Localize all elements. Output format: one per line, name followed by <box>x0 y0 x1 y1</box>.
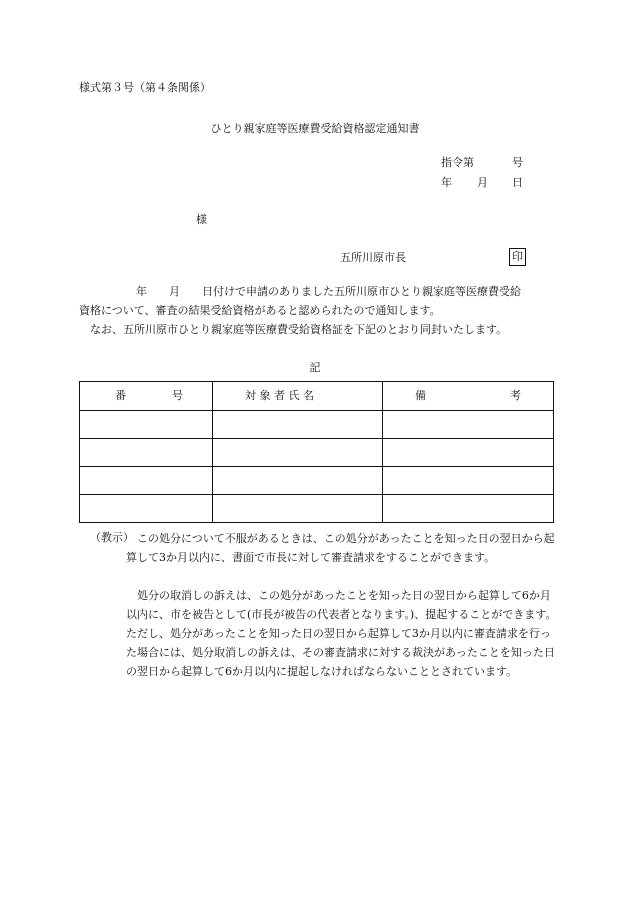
body-line-1: 年 月 日付けで申請のありました五所川原市ひとり親家庭等医療費受給 <box>136 285 521 298</box>
table-cell[interactable] <box>383 411 554 439</box>
table-row <box>80 495 554 523</box>
header-remarks-char-2: 考 <box>510 389 521 402</box>
header-number-char-1: 番 <box>115 389 126 402</box>
header-name <box>213 382 383 411</box>
enclosure-table <box>79 381 554 523</box>
date-year: 年 <box>441 176 452 189</box>
table-cell[interactable] <box>383 439 554 467</box>
header-number <box>80 382 213 411</box>
sender-name: 五所川原市長 <box>340 251 406 264</box>
table-cell[interactable] <box>383 495 554 523</box>
table-row <box>80 467 554 495</box>
table-cell[interactable] <box>80 411 213 439</box>
form-number: 様式第３号（第４条関係） <box>79 81 211 94</box>
document-title: ひとり親家庭等医療費受給資格認定通知書 <box>210 122 420 135</box>
header-name-label: 対 象 者 氏 名 <box>245 389 314 402</box>
body-paragraph-1 <box>79 282 559 320</box>
header-remarks <box>383 382 554 411</box>
reference-prefix: 指令第 <box>441 156 474 169</box>
table-cell[interactable] <box>213 411 383 439</box>
reference-suffix: 号 <box>512 156 523 169</box>
table-cell[interactable] <box>213 467 383 495</box>
recipient-suffix: 様 <box>196 213 207 226</box>
table-row <box>80 411 554 439</box>
notice-paragraph-2: 処分の取消しの訴えは、この処分があったことを知った日の翌日から起算して6か月以内に、市を被告として(市長が被告の代表者となります。)、提起することができます。ただし、処分があったことを知った日の翌日から起算して3か月以内に審査請求を行った場合には、処分取消しの訴えは、その審査請求に対する裁決があったことを知った日の翌日から起算して6か月以内に提起しなければならないこととされています。 <box>126 589 557 678</box>
date-month: 月 <box>477 176 488 189</box>
seal-mark: 印 <box>509 248 526 266</box>
table-header-row <box>80 382 554 411</box>
table-cell[interactable] <box>80 439 213 467</box>
table-cell[interactable] <box>383 467 554 495</box>
body-line-2: 資格について、審査の結果受給資格があると認められたので通知します。 <box>79 304 441 317</box>
table-cell[interactable] <box>213 495 383 523</box>
table-cell[interactable] <box>213 439 383 467</box>
table-cell[interactable] <box>80 495 213 523</box>
notice-paragraph-1: この処分について不服があるときは、この処分があったことを知った日の翌日から起算して3か月以内に、書面で市長に対して審査請求をすることができます。 <box>126 532 555 564</box>
date-day: 日 <box>512 176 523 189</box>
ki-heading: 記 <box>309 361 321 374</box>
table-row <box>80 439 554 467</box>
table-cell[interactable] <box>80 467 213 495</box>
header-remarks-char-1: 備 <box>415 389 426 402</box>
notice-label: （教示） <box>90 531 134 544</box>
body-paragraph-2: なお、五所川原市ひとり親家庭等医療費受給資格証を下記のとおり同封いたします。 <box>90 323 508 336</box>
header-number-char-2: 号 <box>172 389 183 402</box>
